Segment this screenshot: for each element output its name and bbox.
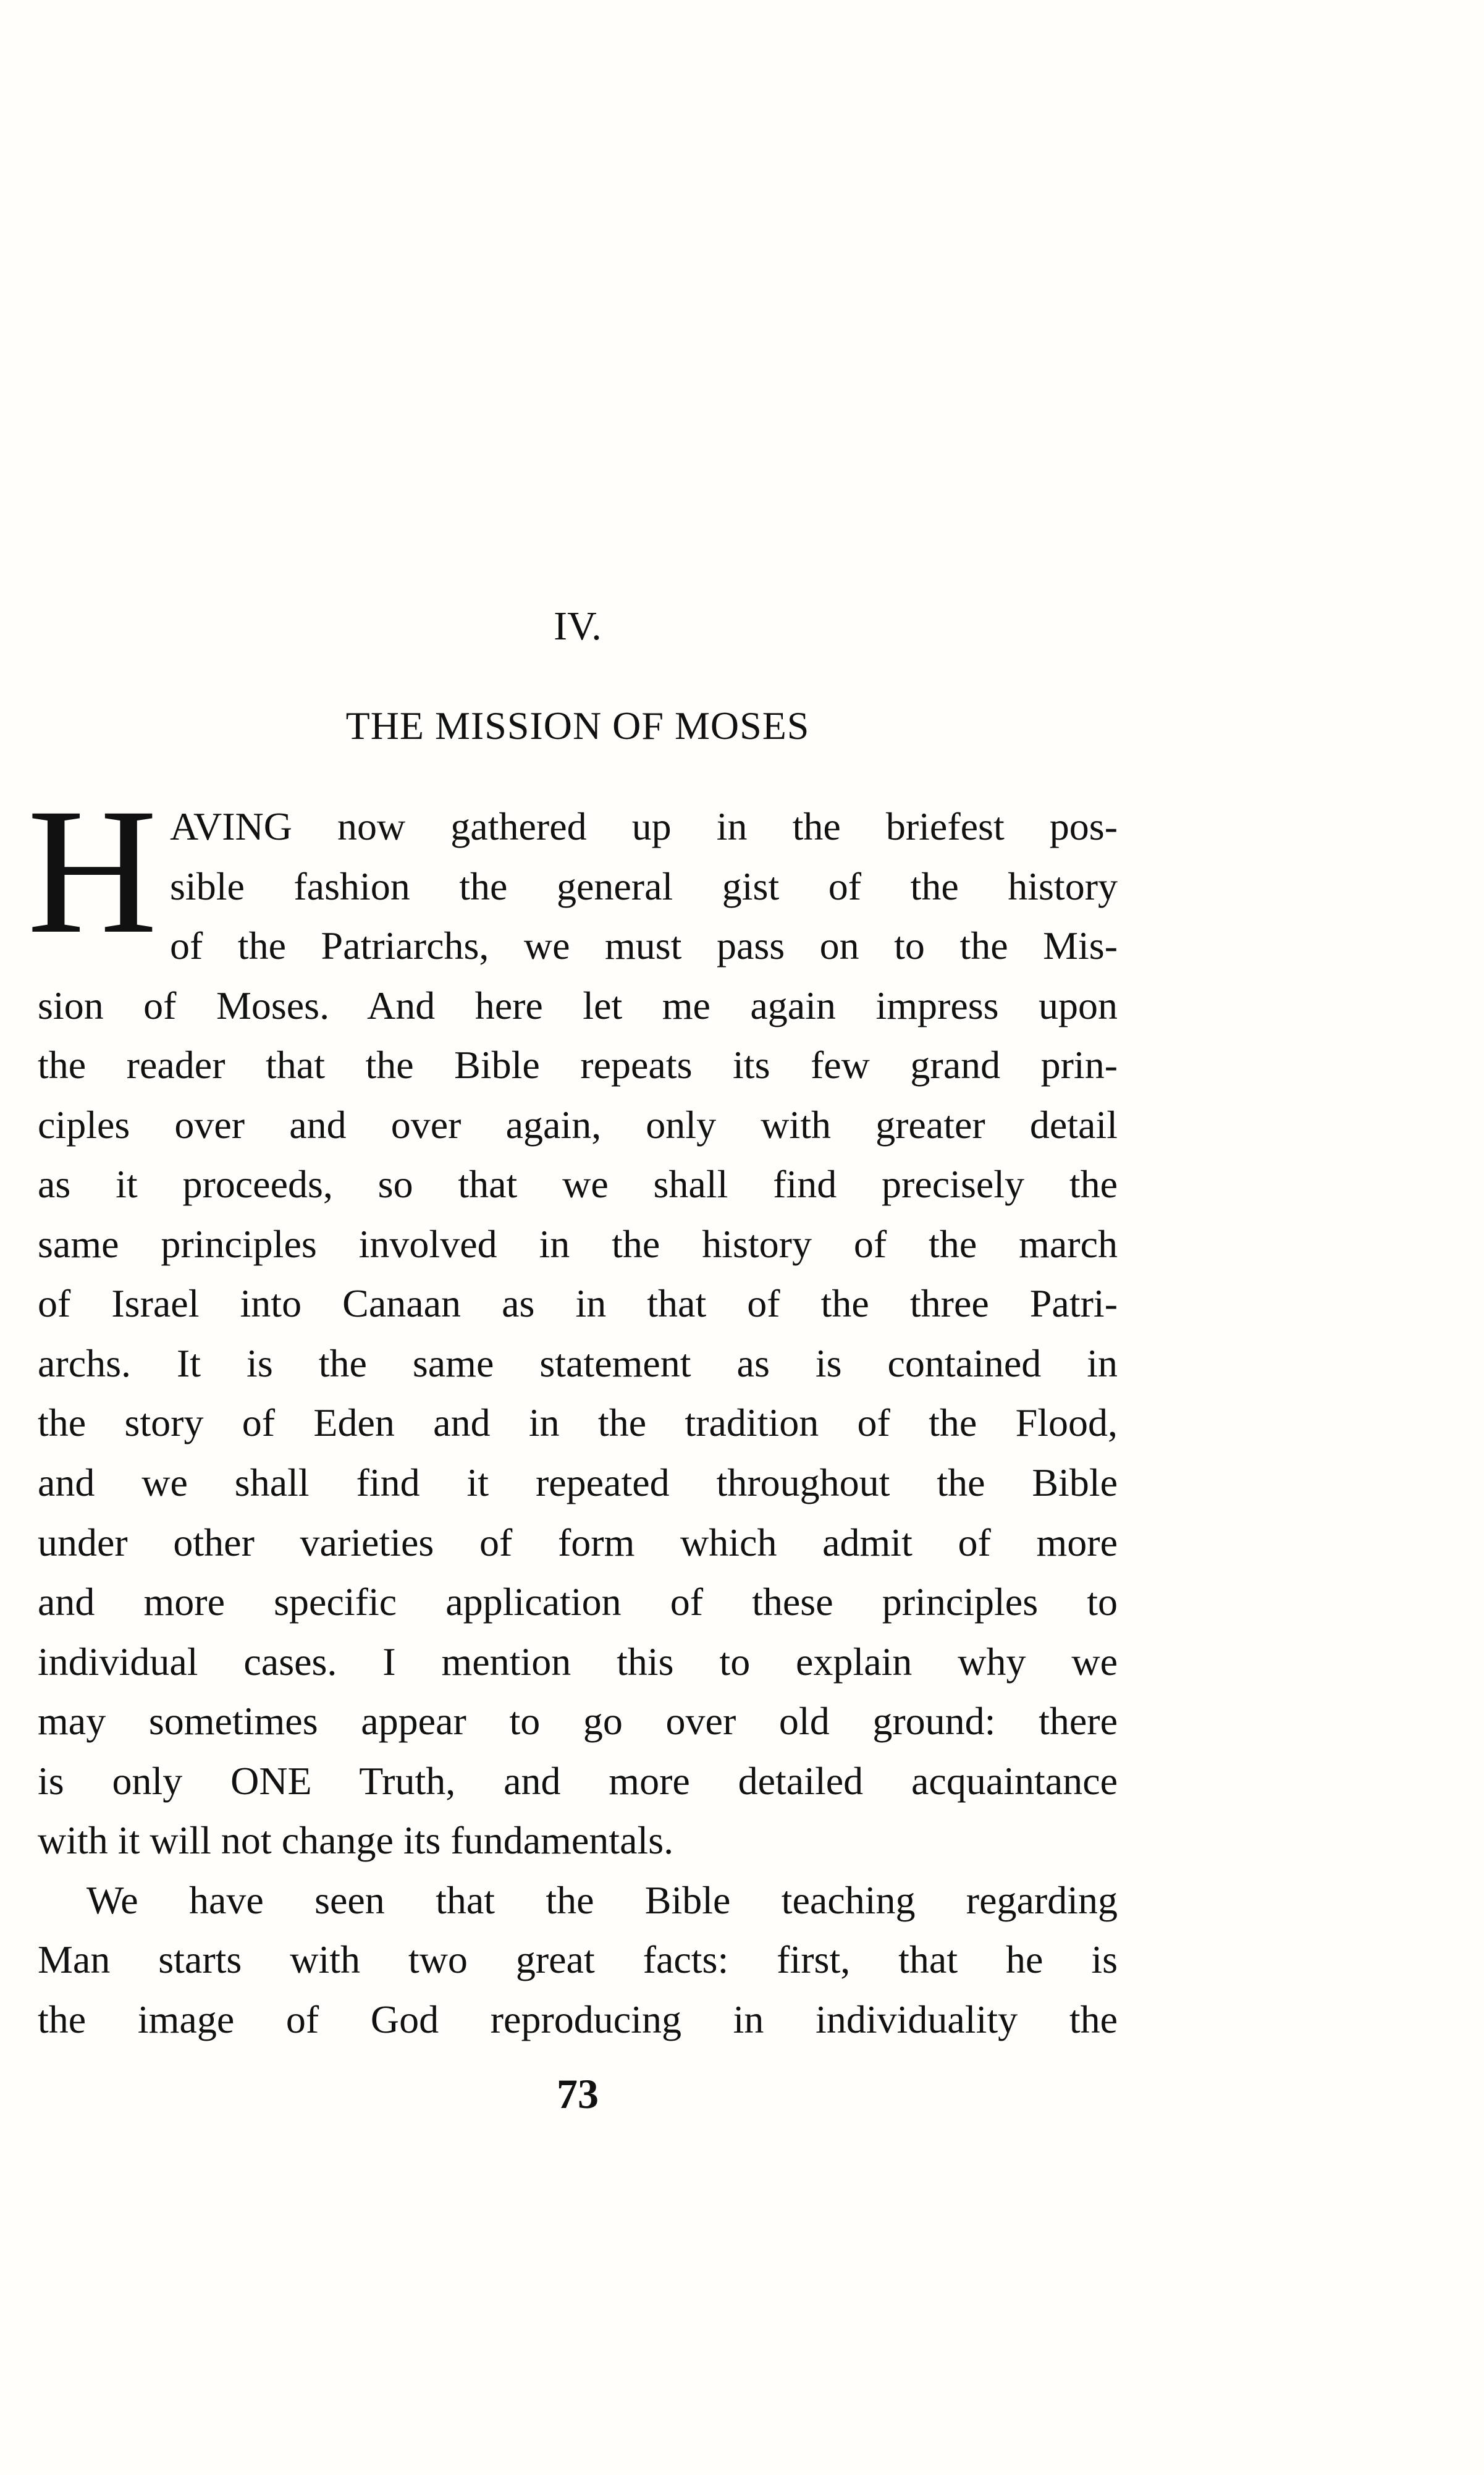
text-line: ciples over and over again, only with greater detail: [38, 1102, 1118, 1147]
body-text: [38, 797, 1118, 2049]
text-line: the reader that the Bible repeats its few grand prin-: [38, 1043, 1118, 1087]
text-line: the image of God reproducing in individuality the: [38, 1997, 1118, 2041]
text-line: We have seen that the Bible teaching regarding: [86, 1878, 1118, 1922]
text-line: of Israel into Canaan as in that of the three Patri-: [38, 1281, 1118, 1326]
chapter-title: THE MISSION OF MOSES: [345, 704, 810, 748]
text-line: with it will not change its fundamentals.: [38, 1818, 674, 1863]
chapter-number: IV.: [554, 604, 602, 649]
text-line: archs. It is the same statement as is contained in: [38, 1341, 1118, 1385]
page-number: 73: [557, 2070, 599, 2117]
text-line: AVING now gathered up in the briefest pos-: [170, 804, 1118, 848]
text-line: the story of Eden and in the tradition of the Flood,: [38, 1401, 1118, 1445]
text-line: as it proceeds, so that we shall find precisely the: [38, 1162, 1118, 1207]
text-line: individual cases. I mention this to explain why we: [38, 1639, 1118, 1684]
text-line: sion of Moses. And here let me again impress upon: [38, 983, 1118, 1027]
text-line: may sometimes appear to go over old ground: there: [38, 1699, 1118, 1743]
text-line: is only ONE Truth, and more detailed acquaintance: [38, 1758, 1118, 1803]
drop-cap-letter: H: [27, 772, 158, 945]
text-line: and more specific application of these principles to: [38, 1580, 1118, 1624]
text-line: same principles involved in the history of the march: [38, 1221, 1118, 1266]
text-line: and we shall find it repeated throughout the Bible: [38, 1461, 1118, 1505]
text-line: under other varieties of form which admit of more: [38, 1520, 1118, 1564]
text-line: sible fashion the general gist of the history: [170, 864, 1118, 908]
text-line: of the Patriarchs, we must pass on to the Mis-: [170, 924, 1118, 968]
text-line: Man starts with two great facts: first, that he is: [38, 1937, 1118, 1982]
